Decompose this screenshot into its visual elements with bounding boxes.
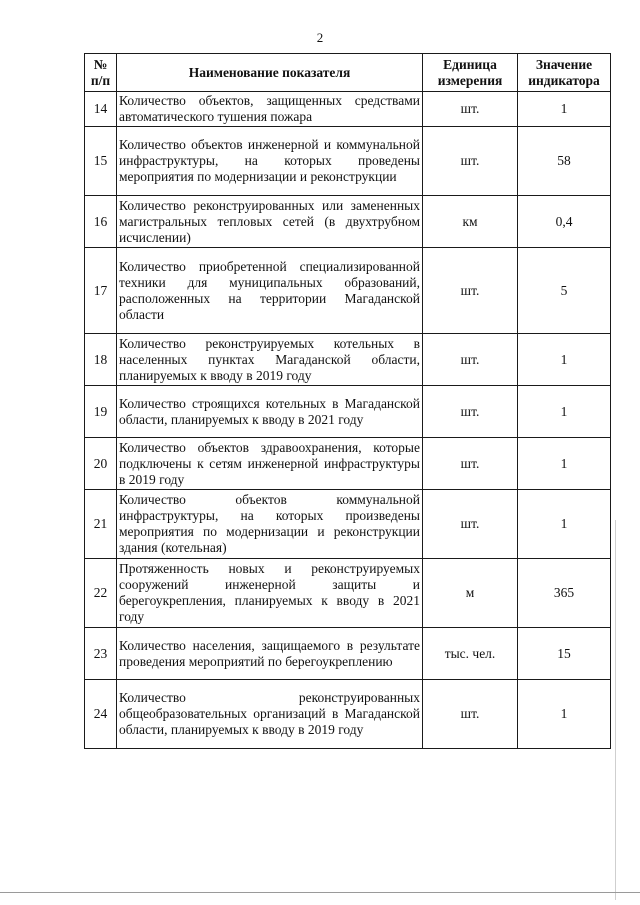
row-name: Количество приобретенной специализированной техники для муниципальных образований, расположенных на территории Магаданской области: [117, 248, 423, 334]
header-unit: Единица измерения: [423, 54, 518, 92]
row-name: Количество реконструированных общеобразовательных организаций в Магаданской области, планируемых к вводу в 2019 году: [117, 680, 423, 749]
row-name: Количество реконструируемых котельных в населенных пунктах Магаданской области, планируемых к вводу в 2019 году: [117, 334, 423, 386]
row-value: 1: [518, 386, 611, 438]
row-num: 14: [85, 92, 117, 127]
row-name: Количество объектов, защищенных средствами автоматического тушения пожара: [117, 92, 423, 127]
row-num: 19: [85, 386, 117, 438]
row-num: 15: [85, 127, 117, 196]
table-row: [85, 386, 611, 438]
table-row: [85, 196, 611, 248]
row-value: 5: [518, 248, 611, 334]
row-name: Количество строящихся котельных в Магаданской области, планируемых к вводу в 2021 году: [117, 386, 423, 438]
row-value: 58: [518, 127, 611, 196]
header-name: Наименование показателя: [117, 54, 423, 92]
row-value: 0,4: [518, 196, 611, 248]
table-row: [85, 248, 611, 334]
table-header-row: [85, 54, 611, 92]
row-name: Количество объектов коммунальной инфраструктуры, на которых произведены мероприятия по модернизации и реконструкции здания (котельная): [117, 490, 423, 559]
table-row: [85, 680, 611, 749]
row-name: Количество объектов здравоохранения, которые подключены к сетям инженерной инфраструктуры в 2019 году: [117, 438, 423, 490]
row-unit: шт.: [423, 248, 518, 334]
row-value: 1: [518, 438, 611, 490]
table-row: [85, 92, 611, 127]
row-num: 21: [85, 490, 117, 559]
row-num: 17: [85, 248, 117, 334]
table-row: [85, 127, 611, 196]
scan-bottom-line: [0, 892, 640, 893]
header-value: Значение индикатора: [518, 54, 611, 92]
row-num: 20: [85, 438, 117, 490]
indicators-table: [84, 53, 611, 749]
row-unit: шт.: [423, 490, 518, 559]
row-num: 24: [85, 680, 117, 749]
row-name: Протяженность новых и реконструируемых сооружений инженерной защиты и берегоукрепления, планируемых к вводу в 2021 году: [117, 559, 423, 628]
row-num: 16: [85, 196, 117, 248]
row-unit: шт.: [423, 92, 518, 127]
table-row: [85, 438, 611, 490]
row-num: 18: [85, 334, 117, 386]
row-unit: шт.: [423, 680, 518, 749]
row-unit: тыс. чел.: [423, 628, 518, 680]
row-value: 1: [518, 680, 611, 749]
row-value: 1: [518, 490, 611, 559]
row-unit: шт.: [423, 127, 518, 196]
table-row: [85, 559, 611, 628]
row-num: 23: [85, 628, 117, 680]
row-unit: шт.: [423, 438, 518, 490]
row-value: 15: [518, 628, 611, 680]
row-value: 1: [518, 334, 611, 386]
row-unit: км: [423, 196, 518, 248]
table-row: [85, 628, 611, 680]
row-unit: м: [423, 559, 518, 628]
row-name: Количество объектов инженерной и коммунальной инфраструктуры, на которых проведены мероприятия по модернизации и реконструкции: [117, 127, 423, 196]
table-row: [85, 334, 611, 386]
row-unit: шт.: [423, 334, 518, 386]
row-value: 1: [518, 92, 611, 127]
row-value: 365: [518, 559, 611, 628]
page-number: 2: [316, 30, 324, 45]
row-name: Количество реконструированных или замененных магистральных тепловых сетей (в двухтрубном исчислении): [117, 196, 423, 248]
row-unit: шт.: [423, 386, 518, 438]
row-name: Количество населения, защищаемого в результате проведения мероприятий по берегоукреплению: [117, 628, 423, 680]
header-num: № п/п: [85, 54, 117, 92]
table-row: [85, 490, 611, 559]
scan-edge-line: [615, 520, 616, 900]
row-num: 22: [85, 559, 117, 628]
